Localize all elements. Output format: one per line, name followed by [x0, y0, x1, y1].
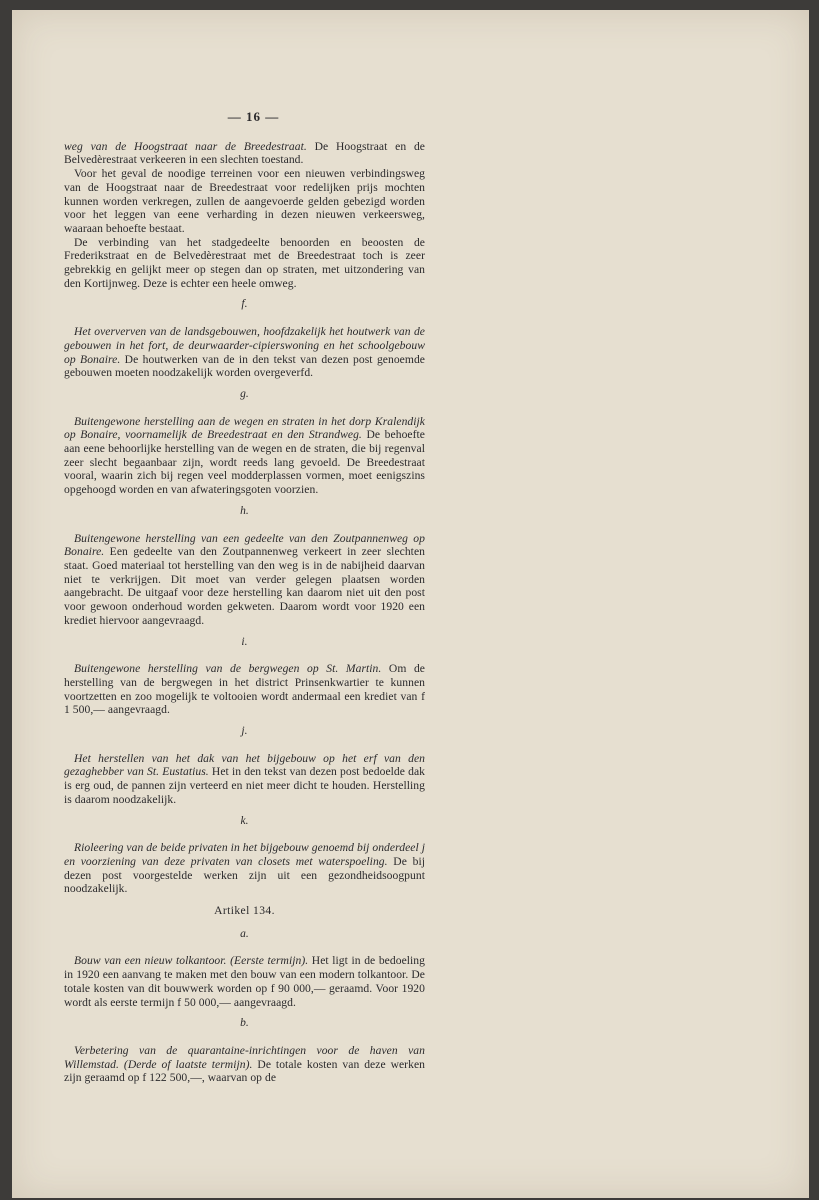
paragraph: De verbinding van het stadgedeelte benoorden en beoosten de Frederikstraat en de Belvedèrestraat met de Breedestraat toch is zeer gebrekkig en gelijkt meer op stegen dan op straten, met uitzondering van den Kortijnweg. Deze is echter een heele omweg.: [64, 235, 425, 290]
section-k-paragraph: [64, 841, 425, 896]
section-f-paragraph: [64, 325, 425, 380]
section-title: Het herstellen van het dak van het bijgebouw op het erf van den gezaghebber van St. Eustatius.: [64, 751, 425, 779]
artikel-a-paragraph: [64, 954, 425, 1009]
section-letter-j: j.: [241, 725, 248, 738]
artikel-b-paragraph: [64, 1044, 425, 1085]
page-content: [64, 110, 425, 1085]
section-i-paragraph: [64, 662, 425, 717]
document-page: [12, 10, 809, 1198]
section-title: Buitengewone herstelling van de bergwegen op St. Martin.: [74, 662, 382, 676]
section-title: Rioleering van de beide privaten in het bijgebouw genoemd bij onderdeel j en voorziening van deze privaten van closets met waterspoeling.: [64, 841, 425, 868]
artikel-letter-b: b.: [240, 1017, 249, 1030]
section-body: Een gedeelte van den Zoutpannenweg verkeert in zeer slechten staat. Goed materiaal tot herstelling van den weg is in de nabijheid daarvan niet te verkrijgen. Dit moet van verder gelegen plaatsen worden aangebracht. De uitgaaf voor deze herstelling kan daarom niet uit den post voor gewoon onderhoud worden gekweten. Daarom wordt voor 1920 een krediet hiervoor aangevraagd.: [64, 545, 425, 627]
artikel-body: De totale kosten van deze werken zijn geraamd op f 122 500,—, waarvan op de: [64, 1057, 425, 1085]
paragraph: Voor het geval de noodige terreinen voor een nieuwen verbindingsweg van de Hoogstraat naar de Breedestraat voor redelijken prijs mochten kunnen worden verkregen, zullen de aangevoerde gelden gebezigd worden voor het leggen van eene verharding in dezen nieuwen verkeersweg, waaraan behoefte bestaat.: [64, 167, 425, 235]
artikel-letter-a: a.: [240, 927, 249, 940]
artikel-heading: Artikel 134.: [214, 904, 275, 918]
section-letter-i: i.: [241, 635, 248, 648]
section-body: De houtwerken van de in den tekst van dezen post genoemde gebouwen moeten noodzakelijk worden overgeverfd.: [64, 352, 425, 380]
section-body: De bij dezen post voorgestelde werken zijn uit een gezondheidsoogpunt noodzakelijk.: [64, 854, 425, 896]
paragraph-continued: [64, 140, 425, 167]
artikel-title: Verbetering van de quarantaine-inrichtingen voor de haven van Willemstad.: [64, 1043, 425, 1071]
section-body: De behoefte aan eene behoorlijke herstelling van de wegen en de straten, die bij regenval zeer slecht begaanbaar zijn, wordt reeds lang gevoeld. De Breedestraat vooral, waarin zich bij regen veel modderplassen vormen, moet eenigszins opgehoogd worden en van afwateringsgoten voorzien.: [64, 428, 425, 497]
section-letter-g: g.: [240, 387, 249, 400]
section-letter-h: h.: [240, 504, 249, 517]
section-letter-k: k.: [240, 814, 249, 827]
continued-text: De Hoogstraat en de Belvedèrestraat verkeeren in een slechten toestand.: [64, 139, 425, 167]
section-body: Het in den tekst van dezen post bedoelde dak is erg oud, de pannen zijn verteerd en niet meer dicht te houden. Herstelling is daarom noodzakelijk.: [64, 765, 425, 806]
page-number: — 16 —: [227, 109, 280, 124]
section-letter-f: f.: [241, 298, 248, 311]
section-title: Buitengewone herstelling aan de wegen en straten in het dorp Kralendijk op Bonaire, voornamelijk de Breedestraat en den Strandweg.: [64, 414, 425, 442]
section-j-paragraph: [64, 752, 425, 807]
section-title: Buitengewone herstelling van een gedeelte van den Zoutpannenweg op Bonaire.: [64, 531, 425, 559]
section-h-paragraph: [64, 532, 425, 628]
section-body: Om de herstelling van de bergwegen in het district Prinsenkwartier te kunnen voortzetten en zoo mogelijk te voltooien wordt andermaal een krediet van f 1 500,— aangevraagd.: [64, 662, 426, 717]
artikel-note: (Derde of laatste termijn).: [123, 1057, 253, 1071]
section-title: Het oververven van de landsgebouwen, hoofdzakelijk het houtwerk van de gebouwen in het fort, de deurwaarder-cipierswoning en het schoolgebouw op Bonaire.: [64, 325, 425, 366]
section-g-paragraph: [64, 415, 425, 497]
artikel-body: Het ligt in de bedoeling in 1920 een aanvang te maken met den bouw van een modern tolkantoor. De totale kosten van dit bouwwerk worden op f 90 000,— geraamd. Voor 1920 wordt als eerste termijn f 50 000,— aangevraagd.: [64, 954, 425, 1009]
artikel-note: (Eerste termijn).: [230, 954, 309, 968]
continued-italic: weg van de Hoogstraat naar de Breedestraat.: [64, 139, 307, 153]
artikel-title: Bouw van een nieuw tolkantoor.: [74, 954, 227, 968]
